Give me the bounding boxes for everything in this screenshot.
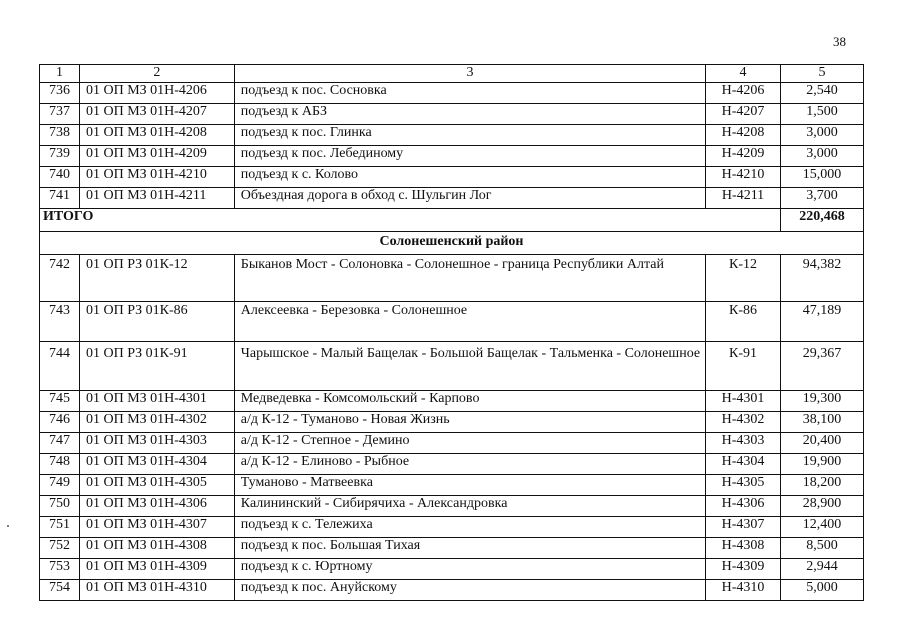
header-row — [40, 65, 864, 83]
road-name: а/д К-12 - Степное - Демино — [234, 433, 705, 454]
road-length: 47,189 — [781, 302, 864, 342]
row-number: 752 — [40, 538, 80, 559]
road-code: 01 ОП МЗ 01Н-4308 — [79, 538, 234, 559]
road-name: Туманово - Матвеевка — [234, 475, 705, 496]
table-row — [40, 255, 864, 302]
row-number: 737 — [40, 104, 80, 125]
row-number: 740 — [40, 167, 80, 188]
total-label: ИТОГО — [40, 209, 781, 232]
road-name: Алексеевка - Березовка - Солонешное — [234, 302, 705, 342]
road-length: 12,400 — [781, 517, 864, 538]
road-name: Калининский - Сибирячиха - Александровка — [234, 496, 705, 517]
road-code: 01 ОП МЗ 01Н-4306 — [79, 496, 234, 517]
row-number: 745 — [40, 391, 80, 412]
column-header: 1 — [40, 65, 80, 83]
road-name: подъезд к пос. Сосновка — [234, 83, 705, 104]
road-name: Быканов Мост - Солоновка - Солонешное - граница Республики Алтай — [234, 255, 705, 302]
district-heading: Солонешенский район — [40, 232, 864, 255]
page-number: 38 — [833, 34, 846, 49]
road-name: подъезд к пос. Ануйскому — [234, 580, 705, 601]
row-number: 748 — [40, 454, 80, 475]
road-index: Н-4304 — [706, 454, 781, 475]
total-value: 220,468 — [781, 209, 864, 232]
column-header: 3 — [234, 65, 705, 83]
road-name: подъезд к пос. Лебединому — [234, 146, 705, 167]
row-number: 744 — [40, 342, 80, 391]
road-length: 2,540 — [781, 83, 864, 104]
road-length: 3,000 — [781, 125, 864, 146]
road-index: Н-4306 — [706, 496, 781, 517]
column-header: 2 — [79, 65, 234, 83]
row-number: 749 — [40, 475, 80, 496]
road-code: 01 ОП РЗ 01К-91 — [79, 342, 234, 391]
road-index: Н-4308 — [706, 538, 781, 559]
road-length: 18,200 — [781, 475, 864, 496]
road-code: 01 ОП МЗ 01Н-4310 — [79, 580, 234, 601]
table-row — [40, 125, 864, 146]
row-number: 741 — [40, 188, 80, 209]
road-name: а/д К-12 - Туманово - Новая Жизнь — [234, 412, 705, 433]
table-row — [40, 104, 864, 125]
road-length: 28,900 — [781, 496, 864, 517]
column-header: 5 — [781, 65, 864, 83]
table-row — [40, 559, 864, 580]
table-row — [40, 538, 864, 559]
road-length: 3,000 — [781, 146, 864, 167]
road-code: 01 ОП МЗ 01Н-4302 — [79, 412, 234, 433]
column-header: 4 — [706, 65, 781, 83]
road-name: подъезд к с. Тележиха — [234, 517, 705, 538]
table-row — [40, 391, 864, 412]
road-index: Н-4210 — [706, 167, 781, 188]
road-code: 01 ОП МЗ 01Н-4307 — [79, 517, 234, 538]
road-code: 01 ОП МЗ 01Н-4301 — [79, 391, 234, 412]
road-code: 01 ОП МЗ 01Н-4206 — [79, 83, 234, 104]
road-index: Н-4309 — [706, 559, 781, 580]
road-name: подъезд к пос. Глинка — [234, 125, 705, 146]
table-row — [40, 412, 864, 433]
road-code: 01 ОП РЗ 01К-12 — [79, 255, 234, 302]
table-row — [40, 475, 864, 496]
road-index: Н-4310 — [706, 580, 781, 601]
road-index: Н-4305 — [706, 475, 781, 496]
road-index: Н-4302 — [706, 412, 781, 433]
road-index: Н-4301 — [706, 391, 781, 412]
scan-dot — [7, 525, 9, 527]
table-row — [40, 580, 864, 601]
road-code: 01 ОП РЗ 01К-86 — [79, 302, 234, 342]
road-index: Н-4211 — [706, 188, 781, 209]
row-number: 746 — [40, 412, 80, 433]
road-length: 8,500 — [781, 538, 864, 559]
table-row — [40, 433, 864, 454]
road-index: Н-4307 — [706, 517, 781, 538]
road-index: Н-4206 — [706, 83, 781, 104]
roads-table — [39, 64, 864, 601]
road-code: 01 ОП МЗ 01Н-4208 — [79, 125, 234, 146]
row-number: 739 — [40, 146, 80, 167]
table-row — [40, 83, 864, 104]
road-name: Чарышское - Малый Бащелак - Большой Бащелак - Тальменка - Солонешное — [234, 342, 705, 391]
road-index: Н-4208 — [706, 125, 781, 146]
road-name: подъезд к пос. Большая Тихая — [234, 538, 705, 559]
road-code: 01 ОП МЗ 01Н-4303 — [79, 433, 234, 454]
road-name: Объездная дорога в обход с. Шульгин Лог — [234, 188, 705, 209]
table-row — [40, 517, 864, 538]
table-row — [40, 342, 864, 391]
table-row — [40, 454, 864, 475]
road-length: 29,367 — [781, 342, 864, 391]
row-number: 754 — [40, 580, 80, 601]
road-index: Н-4209 — [706, 146, 781, 167]
road-index: Н-4303 — [706, 433, 781, 454]
row-number: 750 — [40, 496, 80, 517]
table-row — [40, 496, 864, 517]
table-row — [40, 167, 864, 188]
road-index: К-91 — [706, 342, 781, 391]
road-code: 01 ОП МЗ 01Н-4209 — [79, 146, 234, 167]
road-name: а/д К-12 - Елиново - Рыбное — [234, 454, 705, 475]
row-number: 743 — [40, 302, 80, 342]
road-length: 3,700 — [781, 188, 864, 209]
district-row — [40, 232, 864, 255]
road-length: 38,100 — [781, 412, 864, 433]
row-number: 751 — [40, 517, 80, 538]
road-length: 2,944 — [781, 559, 864, 580]
road-code: 01 ОП МЗ 01Н-4211 — [79, 188, 234, 209]
road-length: 19,900 — [781, 454, 864, 475]
road-length: 15,000 — [781, 167, 864, 188]
road-index: К-12 — [706, 255, 781, 302]
road-index: К-86 — [706, 302, 781, 342]
road-name: подъезд к АБЗ — [234, 104, 705, 125]
road-name: подъезд к с. Юртному — [234, 559, 705, 580]
table-row — [40, 188, 864, 209]
road-length: 19,300 — [781, 391, 864, 412]
row-number: 738 — [40, 125, 80, 146]
road-name: подъезд к с. Колово — [234, 167, 705, 188]
road-length: 5,000 — [781, 580, 864, 601]
table-row — [40, 302, 864, 342]
road-code: 01 ОП МЗ 01Н-4210 — [79, 167, 234, 188]
road-length: 94,382 — [781, 255, 864, 302]
row-number: 753 — [40, 559, 80, 580]
row-number: 742 — [40, 255, 80, 302]
road-index: Н-4207 — [706, 104, 781, 125]
road-name: Медведевка - Комсомольский - Карпово — [234, 391, 705, 412]
road-code: 01 ОП МЗ 01Н-4305 — [79, 475, 234, 496]
total-row — [40, 209, 864, 232]
table-row — [40, 146, 864, 167]
road-code: 01 ОП МЗ 01Н-4207 — [79, 104, 234, 125]
row-number: 747 — [40, 433, 80, 454]
road-length: 1,500 — [781, 104, 864, 125]
row-number: 736 — [40, 83, 80, 104]
road-code: 01 ОП МЗ 01Н-4309 — [79, 559, 234, 580]
road-code: 01 ОП МЗ 01Н-4304 — [79, 454, 234, 475]
road-length: 20,400 — [781, 433, 864, 454]
